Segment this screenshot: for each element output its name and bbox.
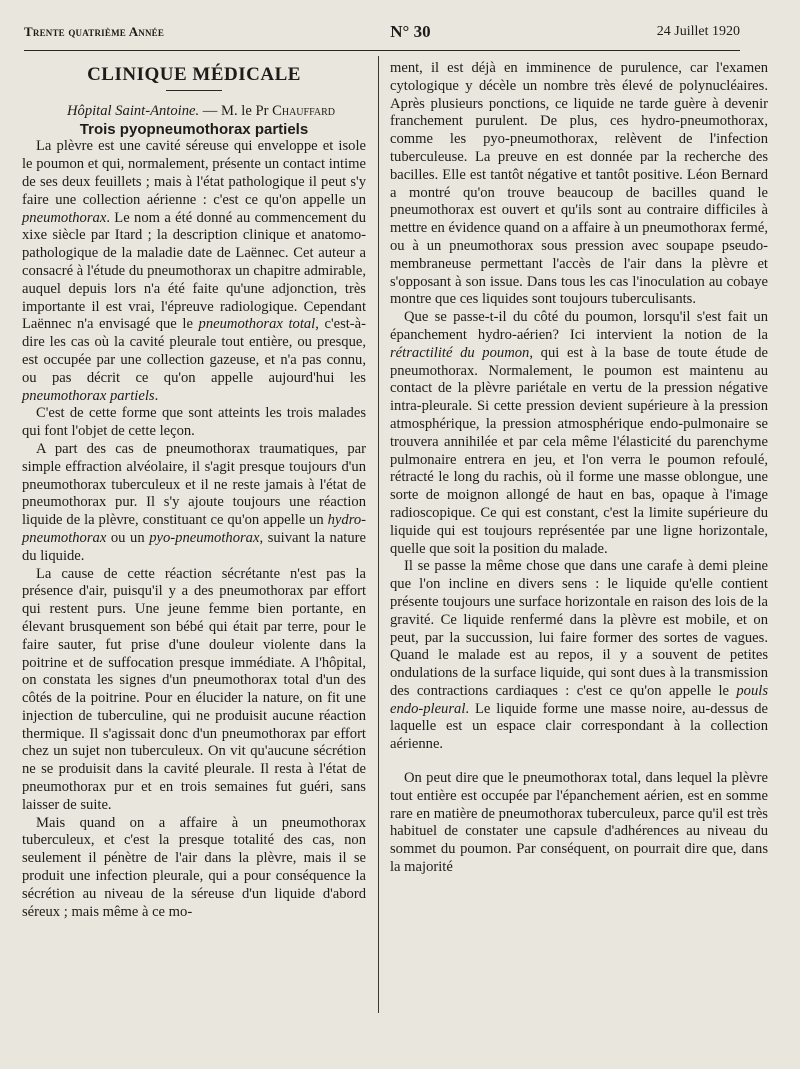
page-header: [24, 14, 740, 51]
hospital-place: Hôpital Saint-Antoine.: [66, 102, 200, 119]
hospital-byline: [22, 103, 366, 121]
header-issue-number: N° 30: [390, 22, 431, 41]
paragraph: On peut dire que le pneumothorax total, dans lequel la plèvre tout entière est occupée par l'épanchement aérien, est en somme rare en matière de pneumothorax tuberculeux, parce qu'il est très habituel de constater une capsule d'adhérences au niveau du sommet du poumon. Par conséquent, on pourrait dire que, dans la majorité: [390, 770, 768, 876]
header-year: Trente quatrième Année: [24, 24, 165, 39]
right-column: [390, 60, 768, 877]
paragraph: ment, il est déjà en imminence de purulence, car l'examen cytologique y décèle un nombre très élevé de polynucléaires. Après plusieurs ponctions, ce liquide ne tarde guère à devenir franchement purulent. De plus, ces hydro-pneumothorax, comme les pyo-pneumothorax, relèvent de l'infection tuberculeuse. La preuve en est donnée par la recherche des bacilles. Elle est tantôt négative et tantôt positive. Léon Bernard a montré qu'on trouve beaucoup de bacilles quand le pneumothorax est ouvert et qu'ils sont au contraire difficiles à mettre en évidence quand on a affaire à un pneumothorax fermé, ou à un pneumothorax sous pression avec soupape pseudo-membraneuse permettant l'accès de l'air dans la plèvre et s'opposant à son issue. Dans tous les cas l'inoculation au cobaye montre que ces liquides sont toujours tuberculisants.: [390, 60, 768, 308]
paragraph: A part des cas de pneumothorax traumatiques, par simple effraction alvéolaire, il s'agit presque toujours d'un pneumothorax tuberculeux et il ne reste jamais à l'état de pneumothorax pur. Il s'y ajoute toujours une réaction liquide de la plèvre, constituant ce qu'on appelle un hydro-pneumothorax ou un pyo-pneumothorax, suivant la nature du liquide.: [22, 440, 366, 564]
paragraph: C'est de cette forme que sont atteints les trois malades qui font l'objet de cette leçon.: [22, 405, 366, 440]
header-date: 24 Juillet 1920: [656, 24, 740, 39]
paragraph: Mais quand on a affaire à un pneumothorax tuberculeux, et c'est la presque totalité des cas, non seulement il pénètre de l'air dans la plèvre, mais il se produit une infection pleurale, qui a pour conséquence la sécrétion au niveau de la séreuse d'un liquide d'abord séreux ; mais même à ce mo-: [22, 814, 366, 920]
title-rule: [166, 90, 222, 91]
section-title: CLINIQUE MÉDICALE: [87, 64, 301, 85]
left-column: [22, 60, 366, 921]
paragraph: Il se passe la même chose que dans une carafe à demi pleine que l'on incline en divers sens : le liquide qu'elle contient présente toujours une surface horizontale en raison des lois de la gravité. Ce liquide renfermé dans la plèvre est mobile, et on peut, par la succussion, lui faire former des sortes de vagues. Quand le malade est au repos, il y a souvent de petites ondulations de la surface liquide, qui sont dues à la transmission des contractions cardiaques : c'est ce qu'on appelle le pouls endo-pleural. Le liquide forme une masse noire, au-dessus de laquelle est un espace clair correspondant à la collection aérienne.: [390, 558, 768, 753]
author-name: Chauffard: [272, 102, 336, 119]
paragraph: La cause de cette réaction sécrétante n'est pas la présence d'air, puisqu'il y a des pneumothorax par effort qui restent purs. Une jeune femme bien portante, en élevant brusquement son bébé qui était par terre, pour le faire sauter, fut prise d'une douleur violente dans la poitrine et de suffocation presque immédiate. A l'hôpital, on constata les signes d'un pneumothorax total d'un des côtés de la poitrine. Pour en élucider la nature, on fit une injection de tuberculine, qui ne produisit aucune réaction thermique. Il s'agissait donc d'un pneumothorax par effort chez un sujet non tuberculeux. On vit qu'aucune sécrétion ne se produisit dans la cavité pleurale. Il resta à l'état de pneumothorax pur et en trois semaines fut guéri, sans laisser de suite.: [22, 565, 366, 813]
article-title: Trois pyopneumothorax partiels: [79, 120, 309, 138]
paragraph: Que se passe-t-il du côté du poumon, lorsqu'il s'est fait un épanchement hydro-aérien? Ici intervient la notion de la rétractilité du poumon, qui est à la base de toute étude de pneumothorax. Normalement, le poumon est maintenu au contact de la plèvre pariétale en vertu de la pression négative intra-pleurale. Si cette pression devient supérieure à la pression atmosphérique, la pression atmosphérique endo-pulmonaire se trouvera annihilée et par cela même l'élasticité du parenchyme pulmonaire entrera en jeu, et l'on verra le poumon refoulé, rétracté le long du rachis, où il forme une masse oblongue, une sorte de moignon allongé de haut en bas, opaque à l'image radioscopique. Ce qui est constant, c'est la limite supérieure du liquide qui est toujours représentée par une ligne horizontale, quelle que soit la position du malade.: [390, 309, 768, 557]
author-prefix: — M. le Pr: [199, 102, 273, 119]
column-divider: [378, 56, 379, 1013]
paragraph: La plèvre est une cavité séreuse qui enveloppe et isole le poumon et qui, normalement, présente un contact intime de ses deux feuillets ; mais à l'état pathologique il peut s'y faire une collection aérienne : c'est ce qu'on appelle un pneumothorax. Le nom a été donné au commencement du xixe siècle par Itard ; la description clinique et anatomo-pathologique de la maladie date de Laënnec. Cet auteur a consacré à l'étude du pneumothorax un chapitre admirable, auquel depuis lors n'a été faite qu'une adjonction, très importante il est vrai, l'épreuve radiologique. Cependant Laënnec n'a envisagé que le pneumothorax total, c'est-à-dire les cas où la cavité pleurale tout entière, ou presque, est occupée par une collection gazeuse, et n'a pas connu, ou pas décrit ce qu'on appelle aujourd'hui les pneumothorax partiels.: [22, 138, 367, 404]
